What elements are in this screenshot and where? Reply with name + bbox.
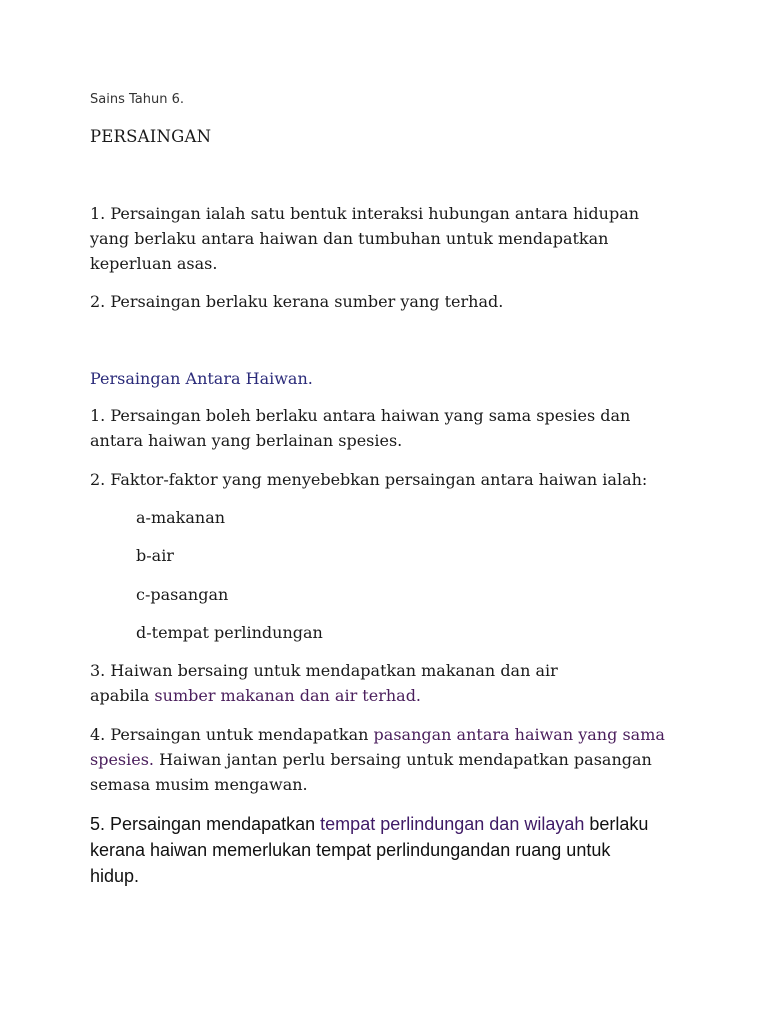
animals-paragraph-3-highlight: sumber makanan dan air terhad. [154,686,422,705]
document-title: PERSAINGAN [90,127,212,146]
animals-paragraph-5-text-end: berlaku [584,814,649,834]
animals-paragraph-4-line-2 [90,750,652,769]
animals-paragraph-3-line-1: 3. Haiwan bersaing untuk mendapatkan makanan dan air [90,661,558,680]
animals-paragraph-5-line-1 [90,814,648,835]
section-heading-animals: Persaingan Antara Haiwan. [90,369,313,388]
animals-paragraph-4-text: 4. Persaingan untuk mendapatkan [90,725,374,744]
animals-paragraph-3-line-2 [90,686,421,705]
subject-label: Sains Tahun 6. [90,92,184,107]
animals-paragraph-4-line-1 [90,725,665,744]
factor-item-tempat-perlindungan: d-tempat perlindungan [136,623,323,642]
animals-paragraph-4-text-cont: Haiwan jantan perlu bersaing untuk mendapatkan pasangan [154,750,652,769]
animals-paragraph-3-text: apabila [90,686,155,705]
factor-item-makanan: a-makanan [136,508,226,527]
factor-item-air: b-air [136,546,174,565]
animals-paragraph-5-line-3: hidup. [90,866,140,886]
animals-paragraph-4-highlight: pasangan antara haiwan yang sama [373,725,665,744]
intro-paragraph-1-line-1: 1. Persaingan ialah satu bentuk interaksi hubungan antara hidupan [90,204,640,223]
animals-paragraph-5-line-2: kerana haiwan memerlukan tempat perlindungandan ruang untuk [90,840,611,860]
animals-paragraph-4-line-3: semasa musim mengawan. [90,775,308,794]
animals-paragraph-5-text: 5. Persaingan mendapatkan [90,814,321,834]
intro-paragraph-1-line-3: keperluan asas. [90,254,218,273]
intro-paragraph-1-line-2: yang berlaku antara haiwan dan tumbuhan untuk mendapatkan [90,229,609,248]
intro-paragraph-2: 2. Persaingan berlaku kerana sumber yang terhad. [90,292,504,311]
animals-paragraph-1-line-2: antara haiwan yang berlainan spesies. [90,431,403,450]
animals-paragraph-5-highlight: tempat perlindungan dan wilayah [320,814,585,834]
animals-paragraph-4-highlight-cont: spesies. [90,750,155,769]
animals-paragraph-2: 2. Faktor-faktor yang menyebebkan persaingan antara haiwan ialah: [90,470,648,489]
animals-paragraph-1-line-1: 1. Persaingan boleh berlaku antara haiwan yang sama spesies dan [90,406,631,425]
factor-item-pasangan: c-pasangan [136,585,229,604]
